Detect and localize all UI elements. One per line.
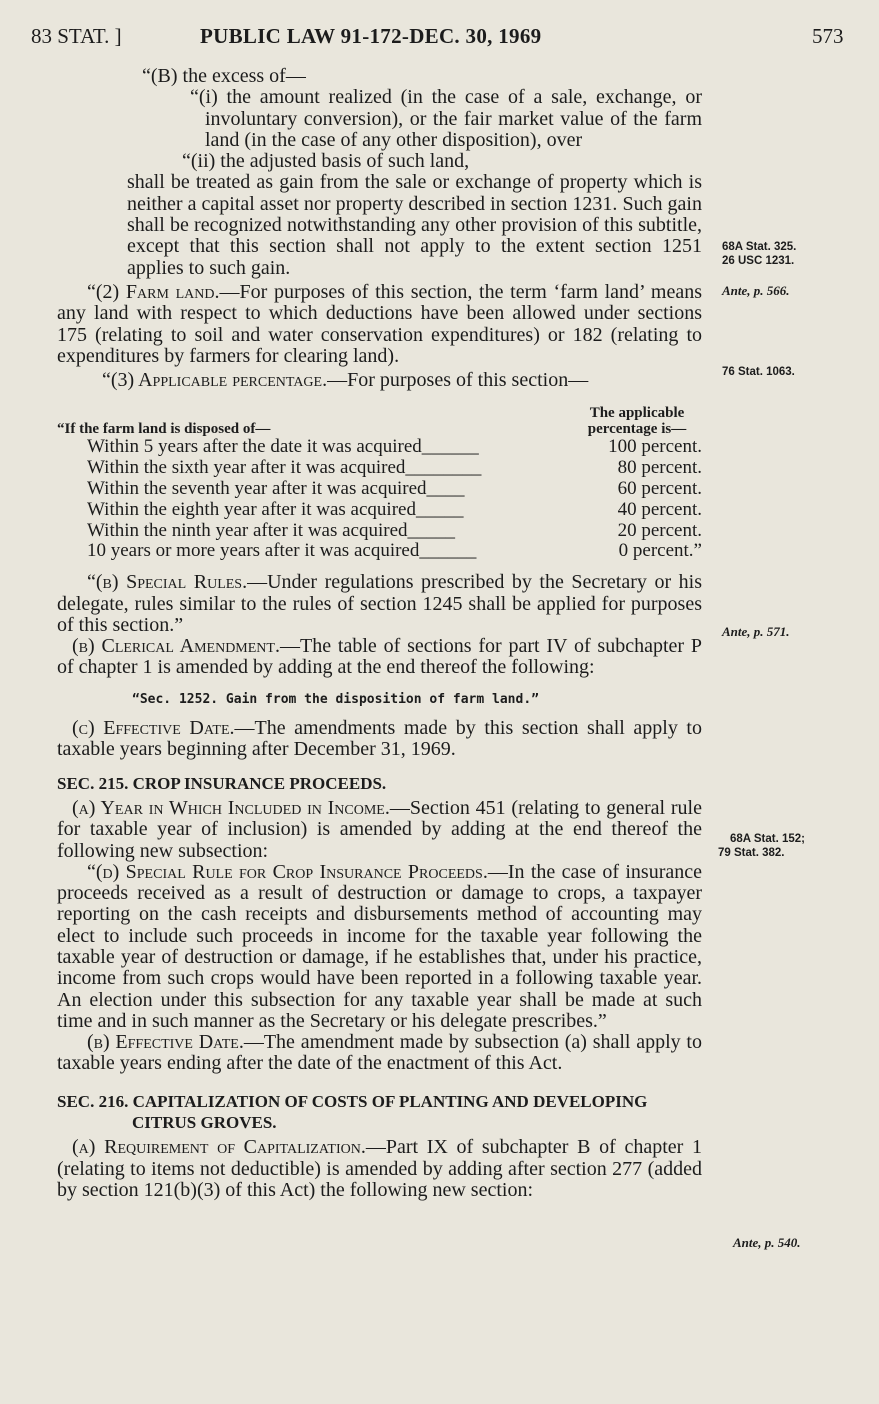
table-row-label: Within the eighth year after it was acquired_____ [87, 498, 464, 520]
margin-note-line: Ante, p. 540. [733, 1235, 801, 1250]
paragraph-special-rules [57, 572, 702, 636]
margin-note-line: 68A Stat. 325. [722, 241, 797, 253]
table-row-label: Within 5 years after the date it was acquired______ [87, 436, 479, 458]
special-rules-text: —Under regulations prescribed by the Secretary or his delegate, rules similar to the rules of section 1245 shall be applied for purposes of this section.” [57, 571, 702, 636]
table-row [57, 458, 702, 479]
paragraph-215-d [57, 862, 702, 1032]
table-row-percent: 40 percent. [617, 498, 702, 520]
sec215-b-label: (b) Effective Date. [87, 1031, 244, 1054]
farm-land-text: —For purposes of this section, the term ‘farm land’ means any land with respect to which deductions have been allowed under sections 175 (relating to soil and water conservation expenditures) or 182 (relating to expenditures by farmers for clearing land). [57, 280, 702, 367]
table-col1-header: “If the farm land is disposed of— [57, 421, 271, 438]
table-row-percent: 80 percent. [617, 457, 702, 479]
clerical-text: —The table of sections for part IV of subchapter P of chapter 1 is amended by adding at the end thereof the following: [57, 635, 703, 679]
sec215-b-text: —The amendment made by subsection (a) shall apply to taxable years ending after the date of the enactment of this Act. [57, 1031, 702, 1075]
sec215-d-label: “(d) Special Rule for Crop Insurance Proceeds. [87, 860, 488, 883]
table-row [57, 500, 702, 521]
table-col2-header [572, 405, 702, 437]
percentage-table [57, 437, 702, 562]
sec216-a-text: —Part IX of subchapter B of chapter 1 (relating to items not deductible) is amended by adding after section 277 (added by section 121(b)(3) of this Act) the following new section: [57, 1136, 702, 1201]
margin-note [722, 240, 872, 268]
section-216-heading-line1: SEC. 216. CAPITALIZATION OF COSTS OF PLANTING AND DEVELOPING [57, 1091, 648, 1111]
paragraph-effective-date-c [57, 718, 702, 761]
table-row-percent: 100 percent. [608, 436, 702, 458]
paragraph-gain: shall be treated as gain from the sale or exchange of property which is neither a capital asset nor property described in section 1231. Such gain shall be recognized notwithstanding any other provision of this subtitle, except that this section shall not apply to the extent section 1251 applies to such gain. [127, 171, 702, 279]
paragraph-216-a [57, 1137, 702, 1201]
table-row-percent: 0 percent.” [618, 540, 702, 562]
table-row [57, 541, 702, 562]
table-row-label: Within the sixth year after it was acquired________ [87, 457, 482, 479]
margin-note-line: 26 USC 1231. [722, 255, 795, 267]
applicable-percentage-text: —For purposes of this section— [327, 369, 589, 392]
sec215-a-label: (a) Year in Which Included in Income. [72, 796, 390, 819]
margin-note [722, 625, 872, 640]
margin-note-line: 76 Stat. 1063. [722, 366, 795, 378]
table-col2-header-line1: The applicable [589, 405, 685, 422]
page-number: 573 [812, 24, 844, 48]
section-216-heading [57, 1091, 702, 1134]
margin-note [733, 1236, 879, 1251]
table-row [57, 479, 702, 500]
table-row [57, 437, 702, 458]
table-row-label: 10 years or more years after it was acquired______ [87, 540, 477, 562]
paragraph-b-excess: “(B) the excess of— [142, 65, 306, 87]
margin-note-line: 79 Stat. 382. [718, 847, 785, 859]
section-216-heading-line2: CITRUS GROVES. [132, 1113, 277, 1133]
sec215-a-text: —Section 451 (relating to general rule for taxable year of inclusion) is amended by adding at the end thereof the following new subsection: [57, 796, 702, 862]
percentage-table-header [57, 405, 702, 437]
margin-note-line: Ante, p. 571. [722, 624, 790, 639]
applicable-percentage-label: “(3) Applicable percentage. [102, 369, 328, 392]
header-stat-ref: 83 STAT. ] [31, 24, 122, 48]
header-title: PUBLIC LAW 91-172-DEC. 30, 1969 [200, 24, 542, 48]
paragraph-215-a [57, 798, 702, 862]
effective-c-text: —The amendments made by this section shall apply to taxable years beginning after December 31, 1969. [57, 717, 702, 761]
margin-note [722, 365, 872, 379]
table-row-label: Within the ninth year after it was acquired_____ [87, 519, 456, 541]
body-text [57, 66, 702, 1201]
paragraph-i-amount: “(i) the amount realized (in the case of a sale, exchange, or involuntary conversion), or the fair market value of the farm land (in the case of any other disposition), over [190, 86, 702, 151]
section-215-heading: SEC. 215. CROP INSURANCE PROCEEDS. [57, 773, 387, 793]
margin-note [722, 284, 872, 299]
table-row-percent: 20 percent. [617, 519, 702, 541]
paragraph-clerical-amendment [57, 636, 702, 679]
paragraph-applicable-percentage [57, 370, 702, 391]
margin-note-line: Ante, p. 566. [722, 283, 790, 298]
sec215-d-text: —In the case of insurance proceeds received as a result of destruction or damage to crops, a taxpayer reporting on the cash receipts and disbursements method of accounting may elect to include such proceeds in income for the taxable year following the taxable year of destruction or damage, if he establishes that, under his practice, income from such crops would have been reported in a following taxable year. An election under this subsection for any taxable year shall be made at such time and in such manner as the Secretary or his delegate prescribes.” [57, 860, 702, 1032]
paragraph-ii-basis: “(ii) the adjusted basis of such land, [182, 150, 470, 173]
special-rules-label: “(b) Special Rules. [87, 571, 248, 594]
clerical-label: (b) Clerical Amendment. [72, 635, 280, 658]
paragraph-farm-land [57, 282, 702, 367]
paragraph-215-b [57, 1032, 702, 1075]
table-row-percent: 60 percent. [617, 478, 702, 500]
farm-land-label: “(2) Farm land. [87, 280, 220, 303]
margin-note-line: 68A Stat. 152; [730, 833, 805, 845]
clerical-quote: “Sec. 1252. Gain from the disposition of farm land.” [132, 691, 539, 707]
margin-note [718, 832, 868, 860]
table-row [57, 521, 702, 542]
sec216-a-label: (a) Requirement of Capitalization. [72, 1136, 366, 1159]
effective-c-label: (c) Effective Date. [72, 717, 235, 740]
table-col2-header-line2: percentage is— [587, 421, 687, 438]
table-row-label: Within the seventh year after it was acquired____ [87, 478, 465, 500]
